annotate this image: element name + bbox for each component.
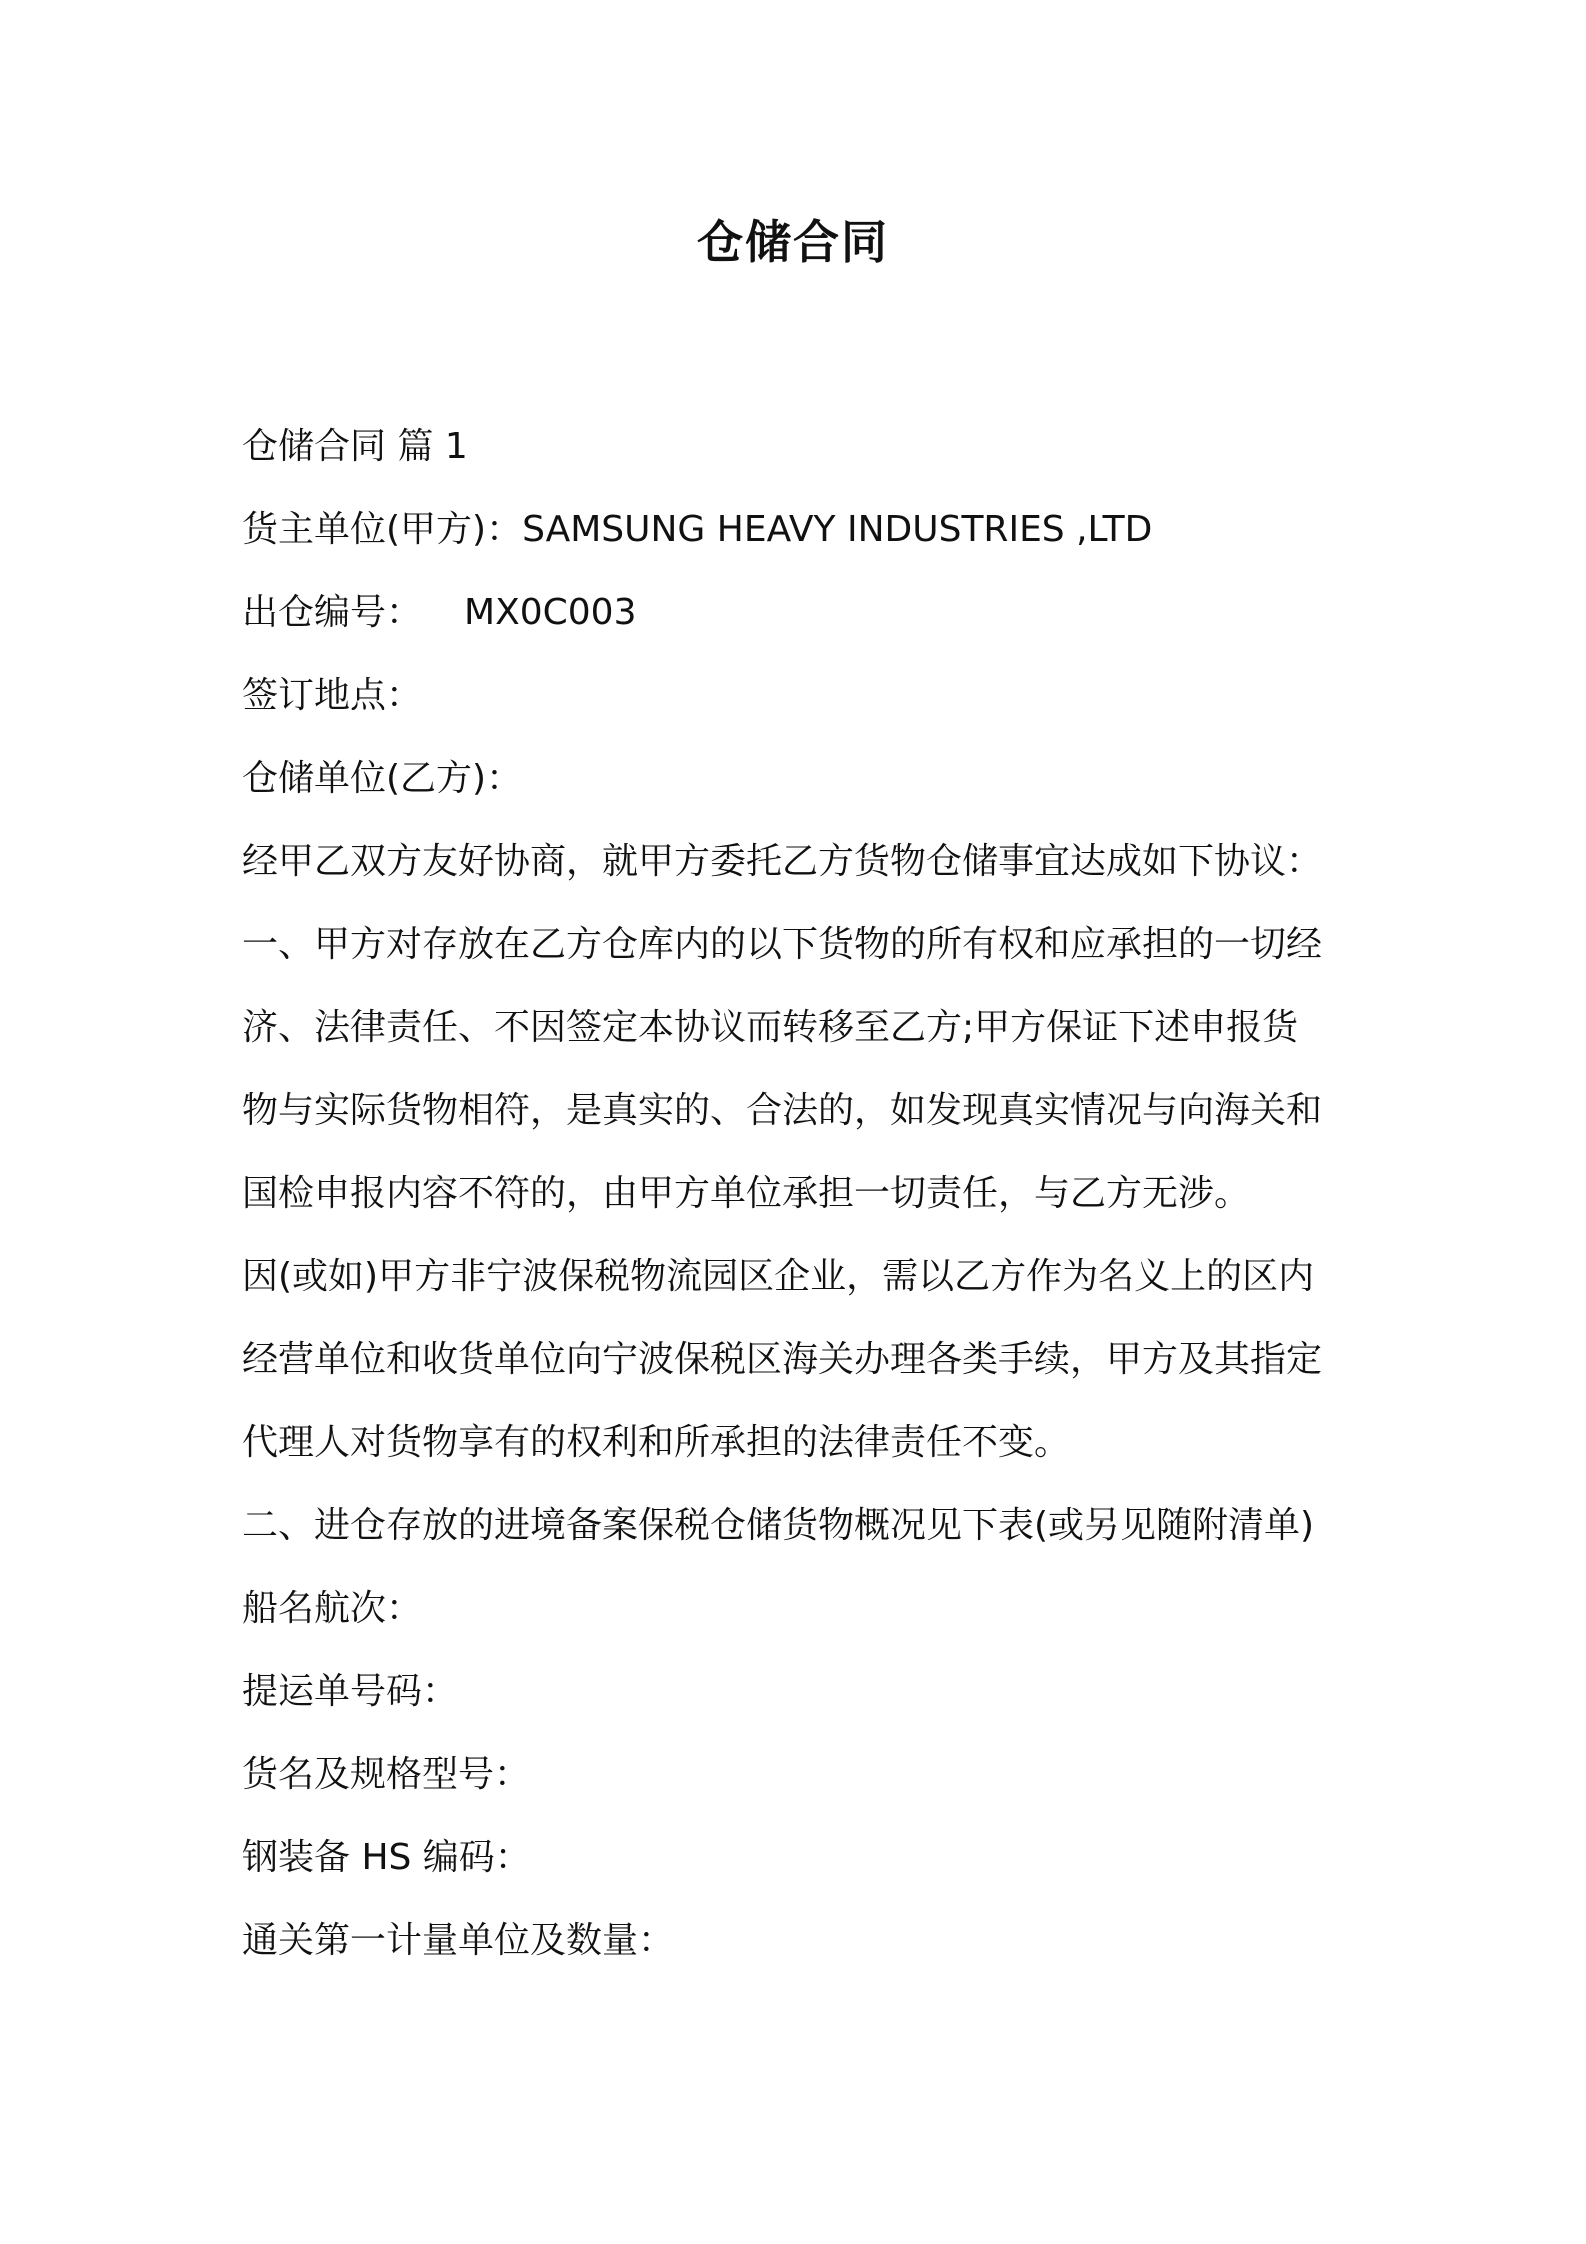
clause-1b-line: 经营单位和收货单位向宁波保税区海关办理各类手续，甲方及其指定 [242,1339,1323,1380]
goods-spec-field: 货名及规格型号： [242,1754,531,1795]
clause-1b-line: 代理人对货物享有的权利和所承担的法律责任不变。 [242,1422,1071,1463]
vessel-voyage-field: 船名航次： [242,1588,423,1629]
document-title: 仓储合同 [697,215,889,269]
owner-value: SAMSUNG HEAVY INDUSTRIES ,LTD [522,509,1153,550]
outbound-number-field [242,571,1352,654]
hs-code-field: 钢装备 HS 编码： [242,1837,531,1878]
document-body [242,405,1352,1982]
sign-place-field: 签订地点： [242,675,423,716]
bill-of-lading-field: 提运单号码： [242,1671,459,1712]
clause-1b-line: 因(或如)甲方非宁波保税物流园区企业，需以乙方作为名义上的区内 [242,1256,1315,1297]
outbound-number-label: 出仓编号： [242,592,423,633]
outbound-number-value: MX0C003 [464,592,637,633]
clause-1-line: 国检申报内容不符的，由甲方单位承担一切责任，与乙方无涉。 [242,1173,1251,1214]
owner-field [242,488,1352,571]
intro-paragraph: 经甲乙双方友好协商，就甲方委托乙方货物仓储事宜达成如下协议： [242,841,1323,882]
customs-quantity-field: 通关第一计量单位及数量： [242,1920,675,1961]
clause-1-line: 物与实际货物相符，是真实的、合法的，如发现真实情况与向海关和 [242,1090,1323,1131]
owner-label: 货主单位(甲方)： [242,509,523,550]
section-heading: 仓储合同 篇 1 [242,426,468,467]
clause-1-line: 一、甲方对存放在乙方仓库内的以下货物的所有权和应承担的一切经 [242,924,1323,965]
clause-1-line: 济、法律责任、不因签定本协议而转移至乙方;甲方保证下述申报货 [242,1007,1299,1048]
storage-unit-field: 仓储单位(乙方)： [242,758,523,799]
clause-2-paragraph: 二、进仓存放的进境备案保税仓储货物概况见下表(或另见随附清单) [242,1505,1315,1546]
